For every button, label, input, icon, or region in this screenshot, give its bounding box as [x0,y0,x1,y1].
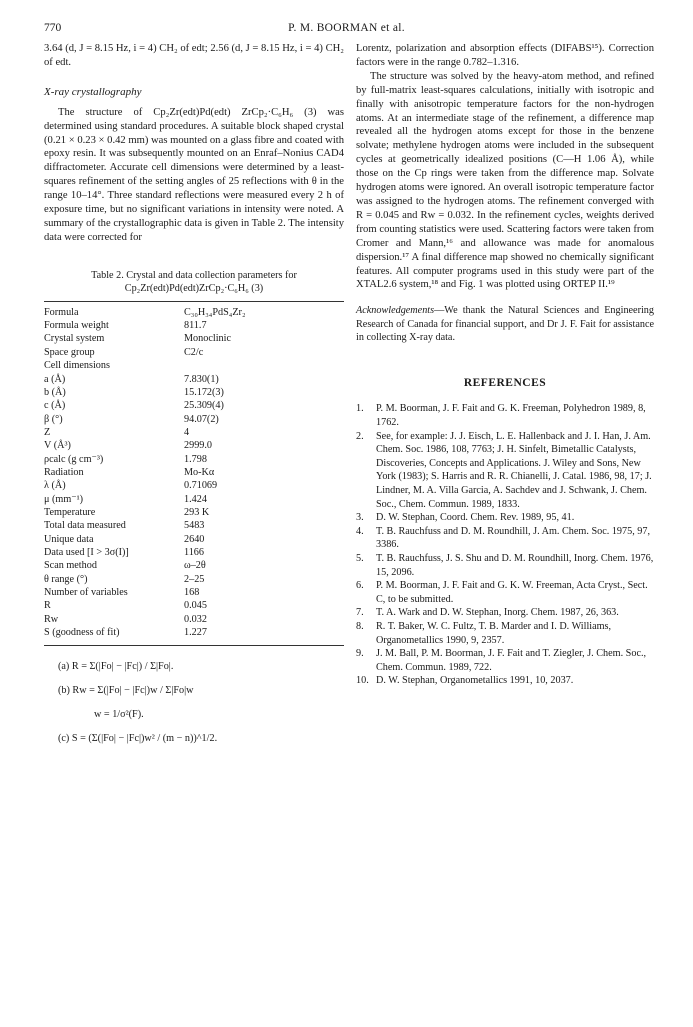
table-row [44,332,344,345]
table-row [44,439,344,452]
parameter-value: 94.07(2) [184,413,219,425]
parameter-label: Z [44,426,51,438]
parameter-value: 0.71069 [184,480,218,492]
table-bottom-rule [44,645,344,646]
parameter-value: Monoclinic [184,333,231,345]
parameter-label: Formula weight [44,320,109,332]
parameter-value: C₃₀H₃₄PdS₄Zr₂ [184,306,246,318]
parameter-value: 1.798 [184,453,207,465]
table-row [44,346,344,359]
reference-text: D. W. Stephan, Organometallics 1991, 10, 2037. [376,675,574,687]
reference-number: 6. [356,580,364,592]
reference-item [356,606,654,620]
reference-number: 1. [356,403,364,415]
parameter-label: Total data measured [44,520,126,532]
reference-number: 4. [356,525,364,537]
reference-text: D. W. Stephan, Coord. Chem. Rev. 1989, 95, 41. [376,512,575,524]
reference-item [356,430,654,512]
parameter-label: Radiation [44,466,84,478]
reference-text: P. M. Boorman, J. F. Fait and G. K. Freeman, Polyhedron 1989, 8, 1762. [376,403,646,429]
parameter-label: θ range (°) [44,573,88,585]
parameter-value: 0.045 [184,600,207,612]
table-row [44,386,344,399]
table-row [44,573,344,586]
table-caption-compound: Cp₂Zr(edt)Pd(edt)ZrCp₂·C₆H₆ (3) [124,282,264,294]
reference-item [356,674,654,688]
parameter-label: ρcalc (g cm⁻³) [44,453,104,465]
acknowledgements-text: —We thank the Natural Sciences and Engineering Research of Canada for financial support, and Dr J. F. Fait for assistance in collecting X-ray data. [356,305,654,344]
table-row [44,559,344,572]
parameter-value: 7.830(1) [184,373,219,385]
reference-text: See, for example: J. J. Eisch, L. E. Hallenback and J. I. Han, J. Am. Chem. Soc. 1986, 108, 7763; J. H. Sinfelt, Bimetallic Catalysts, Discoveries, Concepts and Applications. J. Wiley and Sons, New York (1983); S. Harris and R. R. Chianelli, J. Catal. 1986, 98, 17; J. Lindner, M. A. Villa Garcia, A. Sachdev and J. Schwank, J. Chem. Soc., Chem. Commun. 1989, 1833. [376,430,652,510]
reference-number: 2. [356,430,364,442]
reference-text: T. B. Rauchfuss, J. S. Shu and D. M. Roundhill, Inorg. Chem. 1976, 15, 2096. [376,552,654,578]
table-row [44,546,344,559]
parameter-value: 811.7 [184,320,207,332]
reference-text: T. B. Rauchfuss and D. M. Roundhill, J. Am. Chem. Soc. 1975, 97, 3386. [376,525,651,551]
parameter-value: 293 K [184,506,210,518]
parameter-value: 5483 [184,520,205,532]
parameter-label: Unique data [44,533,94,545]
page-number: 770 [44,22,62,34]
parameter-value: 1.424 [184,493,207,505]
table-caption [44,269,344,295]
parameter-value: 15.172(3) [184,386,224,398]
table-row [44,359,344,372]
parameter-value [184,359,344,372]
parameter-label: V (Å³) [44,440,71,452]
parameter-label: Crystal system [44,333,105,345]
parameter-value: 168 [184,587,200,598]
reference-number: 8. [356,620,364,632]
xray-paragraph: The structure of Cp₂Zr(edt)Pd(edt) ZrCp₂·C₆H₆ (3) was determined using standard procedures. A suitable block shaped crystal (0.21 × 0.23 × 0.42 mm) was mounted on a glass fibre and coated with epoxy resin. It was subsequently mounted on an Enraf–Nonius CAD4 diffractometer. Accurate cell dimensions were determined by a least-squares refinement of the setting angles of 25 reflections with θ in the range 10–14°. Three standard reflections were measured every 2 h of exposure time, but no significant variations in intensity were noted. A summary of the crystallographic data is given in Table 2. The intensity data were corrected for [44,106,344,243]
parameter-value: Mo-Kα [184,466,215,478]
parameter-label: Cell dimensions [44,360,110,372]
parameter-label: a (Å) [44,373,66,385]
parameter-label: Space group [44,346,95,358]
table-row [44,599,344,612]
footnote-r-definition: (a) R = Σ(|Fo| − |Fc|) / Σ|Fo|. [58,661,174,673]
parameter-value: 25.309(4) [184,400,224,412]
reference-number: 10. [356,675,369,687]
reference-text: T. A. Wark and D. W. Stephan, Inorg. Chem. 1987, 26, 363. [376,607,619,619]
parameter-label: Data used [I > 3σ(I)] [44,546,129,558]
table-row [44,426,344,439]
reference-item [356,620,654,647]
parameter-value: C2/c [184,346,204,358]
parameter-label: Number of variables [44,587,128,598]
reference-text: R. T. Baker, W. C. Fultz, T. B. Marder and I. D. Williams, Organometallics 1990, 9, 2357. [376,620,612,646]
reference-item [356,552,654,579]
reference-number: 9. [356,648,364,660]
running-title: P. M. BOORMAN et al. [288,22,405,34]
footnote-s-definition: (c) S = (Σ(|Fo| − |Fc|)w² / (m − n))^1/2. [58,733,218,745]
parameter-value: 2999.0 [184,440,213,452]
acknowledgements-label: Acknowledgements [356,305,435,317]
xray-section-heading: X-ray crystallography [44,85,142,98]
parameter-label: Scan method [44,560,97,572]
reference-item [356,402,654,429]
reference-number: 3. [356,512,364,524]
right-column [356,42,654,688]
footnote-rw-definition: (b) Rw = Σ(|Fo| − |Fc|)w / Σ|Fo|w [58,685,194,697]
parameter-value: 2–25 [184,573,205,585]
crystal-parameters-table [44,306,344,640]
parameter-value: 2640 [184,533,205,545]
table-row [44,399,344,412]
reference-list [356,402,654,687]
structure-solution-paragraph: The structure was solved by the heavy-atom method, and refined by full-matrix least-squares calculations, initially with isotropic and finally with anisotropic temperature factors for the non-hydrogen atoms. At an intermediate stage of the refinement, a difference map revealed all the hydrogen atoms except for those in the benzene solvate; methylene hydrogen atoms were included in the subsequent cycles at geometrically idealized positions (C—H 1.06 Å), while those on the Cp rings were taken from the difference map. Solvate hydrogen atoms were ignored. An overall isotropic temperature factor was assigned to the hydrogen atoms. The refinement converged with R = 0.045 and Rw = 0.032. In the refinement cycles, weights derived from counting statistics were used. Scattering factors were taken from Cromer and Mann,¹⁶ and allowance was made for anomalous dispersion.¹⁷ A final difference map showed no chemically significant features. All computer programs used in this study were part of the XTAL2.6 system,¹⁸ and Fig. 1 was plotted using ORTEP II.¹⁹ [356,70,654,291]
reference-number: 5. [356,552,364,564]
table-row [44,493,344,506]
parameter-label: R [44,600,51,612]
reference-item [356,579,654,606]
parameter-label: Rw [44,613,59,625]
table-row [44,453,344,466]
parameter-label: Temperature [44,506,96,518]
nmr-continuation-text: 3.64 (d, J = 8.15 Hz, i = 4) CH₂ of edt; 2.56 (d, J = 8.15 Hz, i = 4) CH₂ of edt. [44,43,344,68]
parameter-label: c (Å) [44,400,66,412]
parameter-label: b (Å) [44,386,66,398]
references-heading: REFERENCES [463,376,547,389]
parameter-value: 0.032 [184,613,207,625]
table-row [44,586,344,599]
parameter-label: β (°) [44,413,63,425]
parameter-value: 4 [184,426,190,438]
table-row [44,306,344,319]
table-top-rule [44,301,344,302]
parameter-label: S (goodness of fit) [44,627,120,639]
table-row [44,519,344,532]
table-row [44,533,344,546]
table-row [44,466,344,479]
reference-text: P. M. Boorman, J. F. Fait and G. K. W. Freeman, Acta Cryst., Sect. C, to be submitted. [376,580,648,605]
table-row [44,319,344,332]
table-footnotes [44,660,344,746]
parameter-label: μ (mm⁻¹) [44,493,84,505]
table-row [44,479,344,492]
table-row [44,613,344,626]
left-column [44,42,344,756]
table-row [44,373,344,386]
table-row [44,506,344,519]
table-row [44,626,344,639]
parameter-label: λ (Å) [44,480,66,492]
parameter-value: 1.227 [184,627,207,639]
acknowledgements [356,304,654,344]
page-header [44,22,649,38]
reference-item [356,647,654,674]
footnote-weight-definition: w = 1/σ²(F). [94,709,144,721]
parameter-value: ω–2θ [184,560,206,572]
parameter-label: Formula [44,306,79,318]
table-row [44,413,344,426]
table-caption-title: Table 2. Crystal and data collection parameters for [91,269,297,281]
reference-number: 7. [356,607,364,619]
parameter-value: 1166 [184,546,204,558]
reference-item [356,511,654,525]
reference-text: J. M. Ball, P. M. Boorman, J. F. Fait and T. Ziegler, J. Chem. Soc., Chem. Commun. 1989, 722. [376,648,647,673]
corrections-paragraph: Lorentz, polarization and absorption effects (DIFABS¹⁵). Correction factors were in the range 0.782–1.316. [356,43,654,68]
reference-item [356,525,654,552]
